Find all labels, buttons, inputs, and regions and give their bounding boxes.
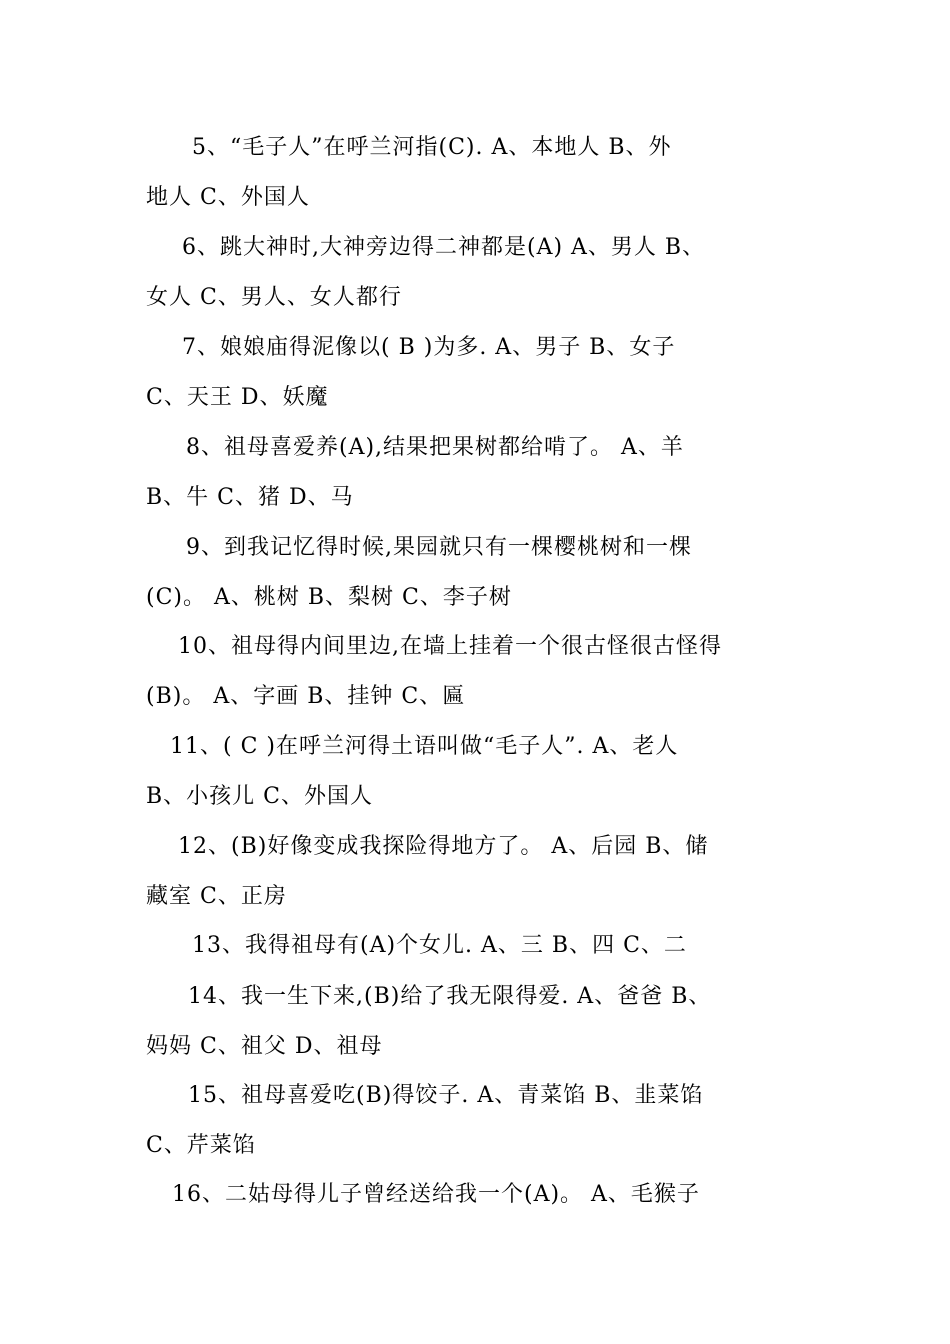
question-13: [146, 921, 826, 971]
question-line: 9、到我记忆得时候,果园就只有一棵樱桃树和一棵: [186, 535, 692, 560]
question-15: [146, 1071, 826, 1171]
question-line: 16、二姑母得儿子曾经送给我一个(A)。 A、毛猴子: [172, 1182, 700, 1207]
question-line: 12、(B)好像变成我探险得地方了。 A、后园 B、储: [178, 834, 709, 859]
question-line: 14、我一生下来,(B)给了我无限得爱. A、爸爸 B、: [188, 984, 712, 1009]
question-7: [146, 323, 826, 423]
question-line: 8、祖母喜爱养(A),结果把果树都给啃了。 A、羊: [186, 435, 684, 460]
question-12: [146, 822, 826, 922]
question-line: (B)。 A、字画 B、挂钟 C、匾: [146, 684, 466, 709]
question-line: C、天王 D、妖魔: [146, 385, 329, 410]
question-line: C、芹菜馅: [146, 1133, 256, 1158]
question-line: 7、娘娘庙得泥像以( B )为多. A、男子 B、女子: [182, 335, 676, 360]
question-line: 5、“毛子人”在呼兰河指(C). A、本地人 B、外: [192, 135, 672, 160]
question-line: B、牛 C、猪 D、马: [146, 485, 354, 510]
question-5: [146, 123, 826, 223]
question-line: 6、跳大神时,大神旁边得二神都是(A) A、男人 B、: [182, 235, 706, 260]
question-line: 女人 C、男人、女人都行: [146, 285, 402, 310]
question-14: [146, 972, 826, 1072]
question-10: [146, 622, 826, 722]
question-11: [146, 722, 826, 822]
question-line: B、小孩儿 C、外国人: [146, 784, 373, 809]
question-line: 11、( C )在呼兰河得土语叫做“毛子人”. A、老人: [170, 734, 679, 759]
question-16: [146, 1170, 826, 1220]
question-9: [146, 523, 826, 623]
question-line: (C)。 A、桃树 B、梨树 C、李子树: [146, 585, 512, 610]
question-line: 妈妈 C、祖父 D、祖母: [146, 1034, 383, 1059]
question-line: 藏室 C、正房: [146, 884, 287, 909]
question-line: 15、祖母喜爱吃(B)得饺子. A、青菜馅 B、韭菜馅: [188, 1083, 704, 1108]
question-line: 地人 C、外国人: [146, 185, 310, 210]
question-line: 13、我得祖母有(A)个女儿. A、三 B、四 C、二: [192, 933, 687, 958]
question-line: 10、祖母得内间里边,在墙上挂着一个很古怪很古怪得: [178, 634, 722, 659]
question-6: [146, 223, 826, 323]
question-8: [146, 423, 826, 523]
